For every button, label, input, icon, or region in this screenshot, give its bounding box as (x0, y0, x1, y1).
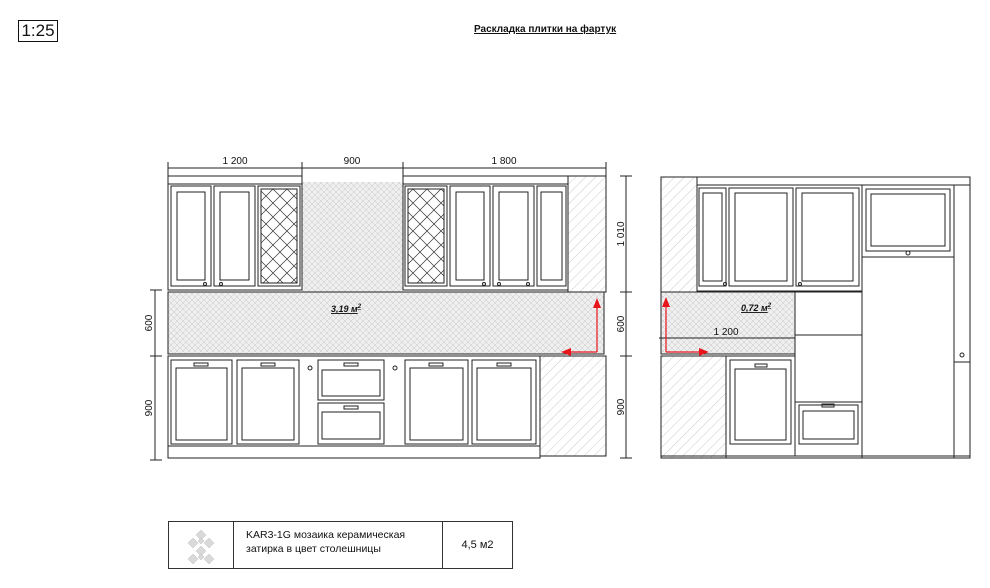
dim-left-2: 900 (144, 399, 155, 417)
scale-label: 1:25 (18, 20, 58, 42)
dim-left-1: 600 (144, 314, 155, 332)
legend-area: 4,5 м2 (461, 539, 494, 551)
front-area-label: 3,19 $м^2$ (331, 304, 362, 314)
side-area-label: 0,72 $м^2$ (741, 303, 772, 313)
dim-top-1: 1 200 (222, 156, 248, 167)
legend-description (234, 522, 443, 568)
side-tile-zone (661, 292, 795, 354)
mosaic-swatch-cell (169, 522, 234, 568)
dim-top-3: 1 800 (491, 156, 517, 167)
wall-hatch-upper (568, 176, 606, 292)
dim-right-2: 600 (616, 315, 627, 333)
tile-zone-backsplash (168, 292, 604, 354)
dim-right-3: 900 (616, 398, 627, 416)
side-elevation (659, 177, 970, 458)
side-dim-width: 1 200 (713, 327, 739, 338)
material-legend (168, 521, 513, 569)
side-wall-hatch-lower (661, 356, 726, 458)
dim-top-2: 900 (343, 156, 361, 167)
legend-line-1: KAR3-1G мозаика керамическая (246, 529, 406, 541)
wall-hatch-lower (540, 356, 606, 456)
front-elevation (150, 162, 632, 460)
side-wall-hatch-upper (661, 177, 697, 292)
dim-right-1: 1 010 (616, 221, 627, 247)
tile-zone-upper (302, 182, 403, 292)
mosaic-swatch (169, 522, 233, 568)
drawing-title: Раскладка плитки на фартук (474, 24, 617, 35)
legend-line-2: затирка в цвет столешницы (246, 543, 381, 555)
